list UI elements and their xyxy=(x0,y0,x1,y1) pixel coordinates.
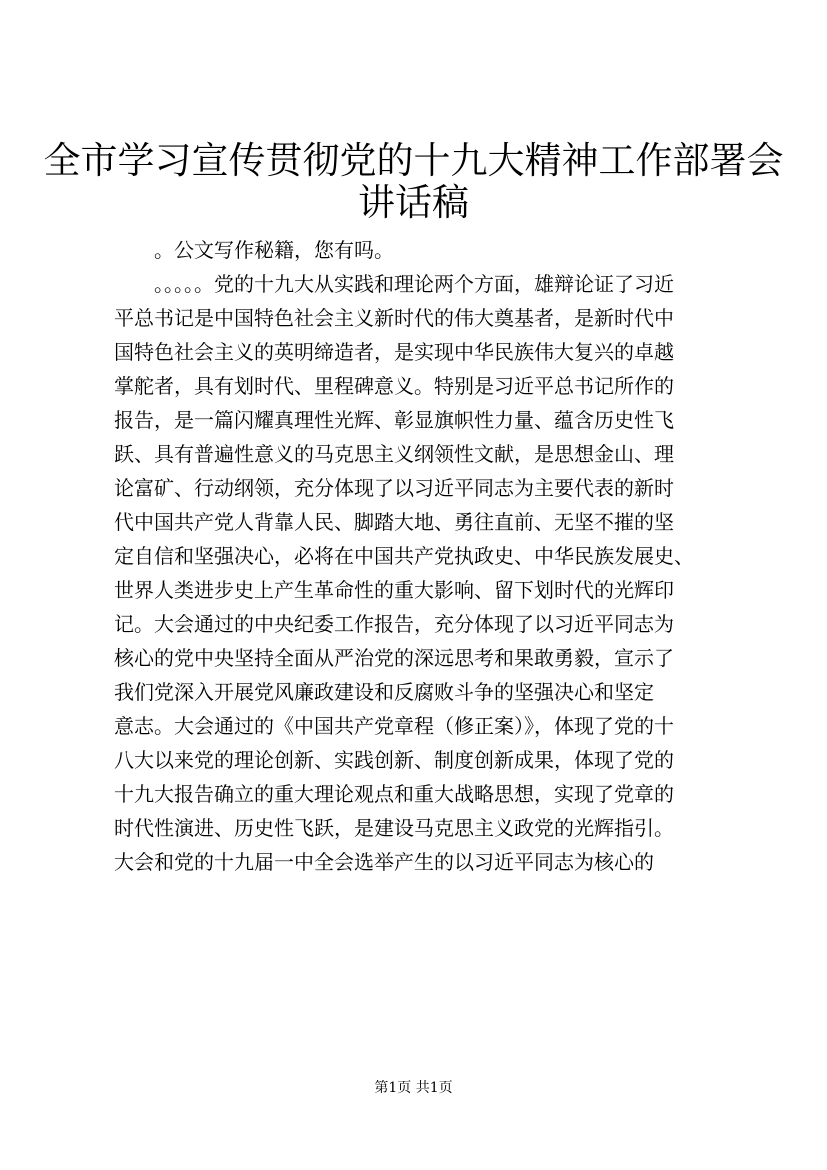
body-line: 大会和党的十九届一中全会选举产生的以习近平同志为核心的 xyxy=(114,850,654,874)
document-title xyxy=(0,140,827,224)
body-line: 意志。大会通过的《中国共产党章程（修正案）》，体现了党的十 xyxy=(114,714,674,738)
body-line: 论富矿、行动纲领，充分体现了以习近平同志为主要代表的新时 xyxy=(114,476,674,500)
body-line: 国特色社会主义的英明缔造者，是实现中华民族伟大复兴的卓越 xyxy=(114,340,674,364)
body-line: 平总书记是中国特色社会主义新时代的伟大奠基者，是新时代中 xyxy=(114,306,674,330)
body-line: 核心的党中央坚持全面从严治党的深远思考和果敢勇毅，宣示了 xyxy=(114,646,674,670)
body-line: 代中国共产党人背靠人民、脚踏大地、勇往直前、无坚不摧的坚 xyxy=(114,510,674,534)
body-line: 定自信和坚强决心，必将在中国共产党执政史、中华民族发展史、 xyxy=(114,544,694,568)
body-line: 跃、具有普遍性意义的马克思主义纲领性文献，是思想金山、理 xyxy=(114,442,674,466)
title-line-1: 全市学习宣传贯彻党的十九大精神工作部署会 xyxy=(43,139,784,182)
body-line: 十九大报告确立的重大理论观点和重大战略思想，实现了党章的 xyxy=(114,782,674,806)
body-line: 掌舵者，具有划时代、里程碑意义。特别是习近平总书记所作的 xyxy=(114,374,674,398)
body-line: 世界人类进步史上产生革命性的重大影响、留下划时代的光辉印 xyxy=(114,578,674,602)
body-line: 。公文写作秘籍，您有吗。 xyxy=(154,238,394,262)
document-body xyxy=(114,233,734,879)
page-footer: 第1页 共1页 xyxy=(374,1080,453,1096)
body-line: 时代性演进、历史性飞跃，是建设马克思主义政党的光辉指引。 xyxy=(114,816,674,840)
body-line: 报告，是一篇闪耀真理性光辉、彰显旗帜性力量、蕴含历史性飞 xyxy=(114,408,674,432)
body-line: 八大以来党的理论创新、实践创新、制度创新成果，体现了党的 xyxy=(114,748,674,772)
body-line: 我们党深入开展党风廉政建设和反腐败斗争的坚强决心和坚定 xyxy=(114,680,654,704)
body-line: 记。大会通过的中央纪委工作报告，充分体现了以习近平同志为 xyxy=(114,612,674,636)
title-line-2: 讲话稿 xyxy=(358,181,469,224)
body-line: 。。。。。党的十九大从实践和理论两个方面，雄辩论证了习近 xyxy=(154,272,674,296)
